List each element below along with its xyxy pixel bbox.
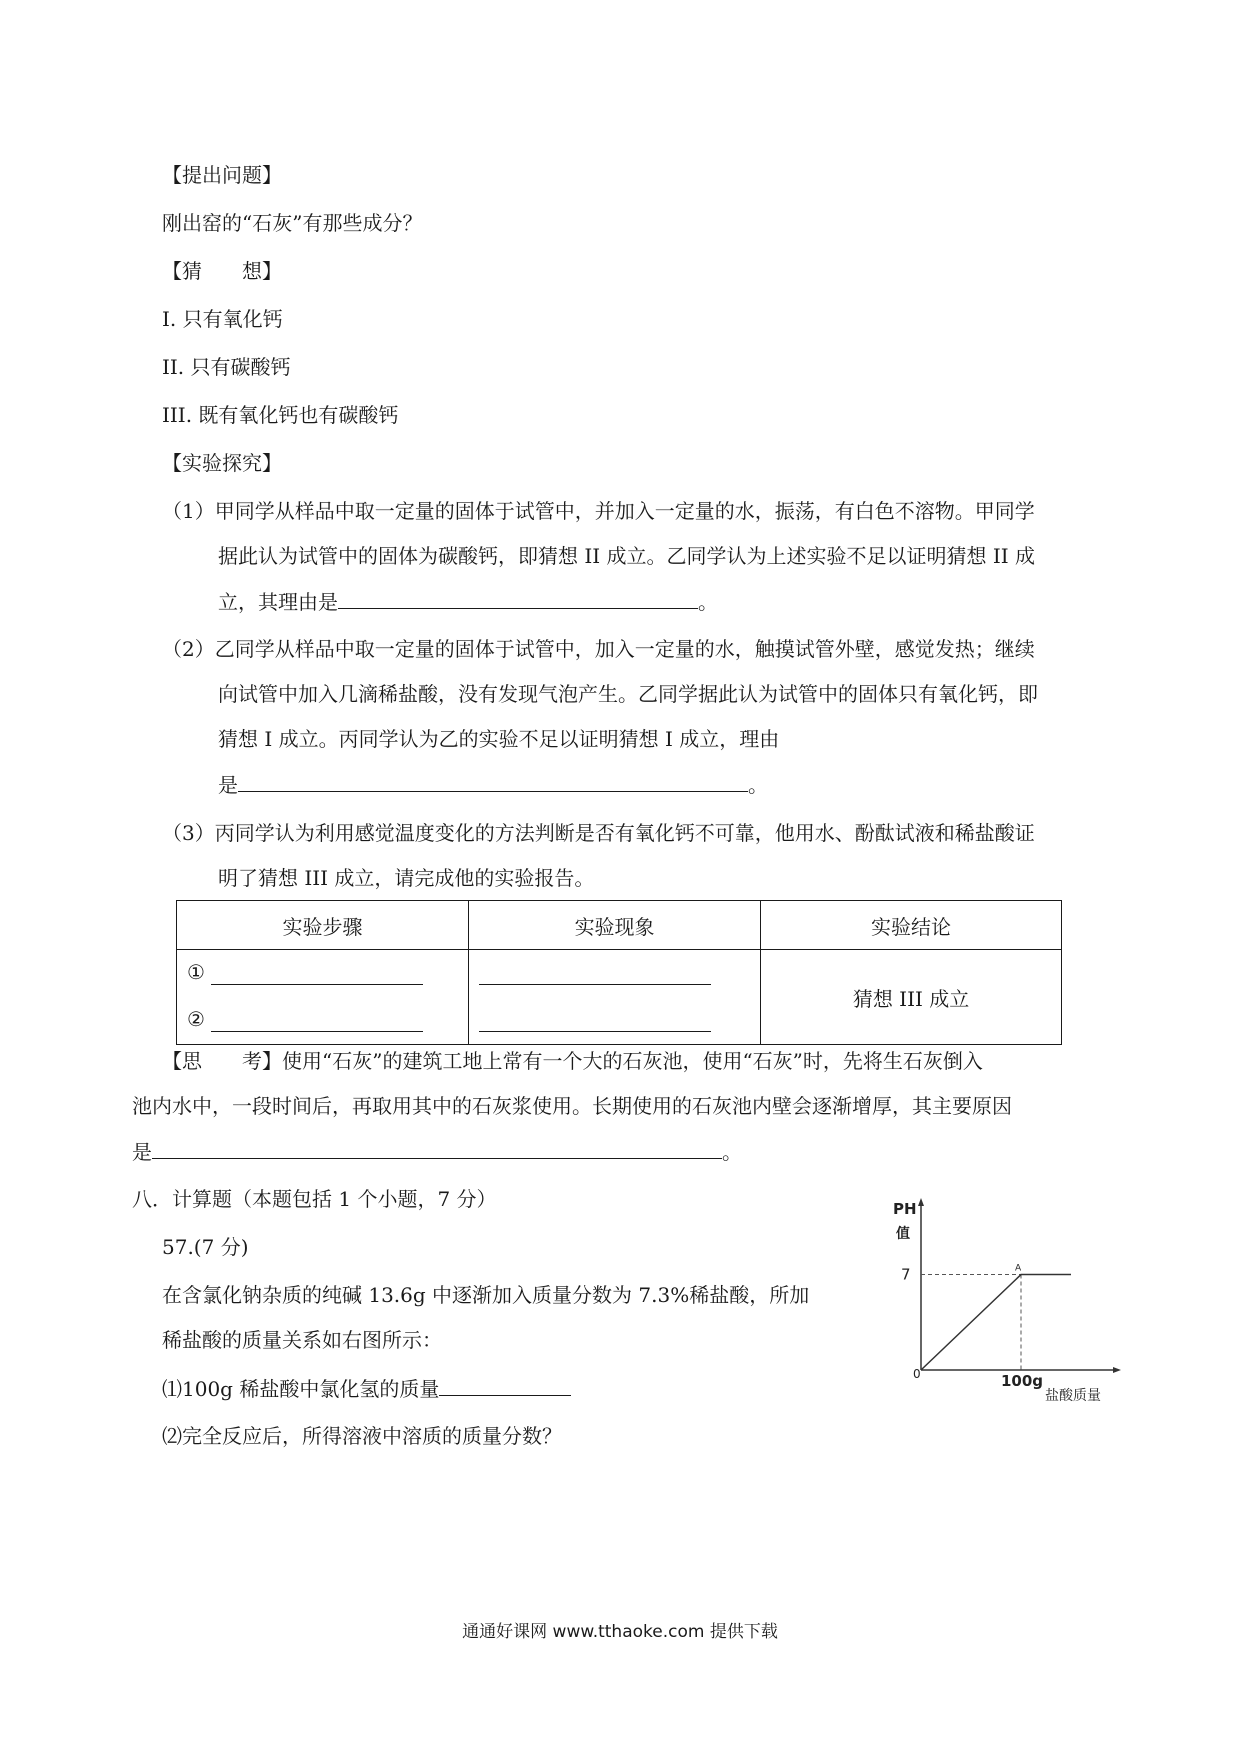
paragraph-3-line-2: 明了猜想 III 成立，请完成他的实验报告。 — [218, 866, 595, 890]
phenomenon-row-2 — [469, 997, 760, 1044]
period-1: 。 — [698, 590, 718, 614]
paragraph-2-line-4 — [218, 771, 768, 798]
answer-blank-2[interactable] — [238, 771, 748, 792]
section-guess-heading: 【猜 想】 — [162, 259, 282, 283]
x-axis-arrow — [1113, 1367, 1121, 1373]
step-marker-1: ① — [187, 960, 205, 984]
table-row — [177, 950, 1062, 1045]
footer-text: 通通好课网 www.tthaoke.com 提供下载 — [462, 1622, 778, 1642]
answer-blank-3[interactable] — [152, 1138, 722, 1159]
section-question-heading: 【提出问题】 — [162, 163, 282, 187]
phenomena-cell — [469, 950, 761, 1045]
question-57-sub-2: ⑵完全反应后，所得溶液中溶质的质量分数？ — [162, 1424, 562, 1448]
guess-3: III. 既有氧化钙也有碳酸钙 — [162, 403, 399, 427]
conclusion-cell: 猜想 III 成立 — [761, 950, 1062, 1045]
series-line — [921, 1275, 1071, 1370]
x-axis-label: 盐酸质量 — [1045, 1388, 1101, 1404]
period-2: 。 — [748, 773, 768, 797]
guess-2: II. 只有碳酸钙 — [162, 355, 291, 379]
paragraph-3-line-1: （3）丙同学认为利用感觉温度变化的方法判断是否有氧化钙不可靠，他用水、酚酞试液和稀盐酸证 — [162, 821, 1035, 845]
paragraph-2-line-3: 猜想 I 成立。丙同学认为乙的实验不足以证明猜想 I 成立，理由 — [218, 727, 780, 751]
paragraph-2-line-1: （2）乙同学从样品中取一定量的固体于试管中，加入一定量的水，触摸试管外壁，感觉发热；继续 — [162, 637, 1035, 661]
x-tick-label: 100g — [1001, 1372, 1044, 1390]
section-8-heading: 八．计算题（本题包括 1 个小题，7 分） — [132, 1187, 497, 1211]
step-row-1 — [177, 950, 468, 997]
y-axis-arrow — [918, 1198, 924, 1206]
y-tick-label: 7 — [901, 1265, 911, 1284]
question-57-line-1: 在含氯化钠杂质的纯碱 13.6g 中逐渐加入质量分数为 7.3%稀盐酸，所加 — [162, 1283, 810, 1307]
header-steps: 实验步骤 — [177, 901, 469, 950]
table-header-row — [177, 901, 1062, 950]
step-marker-2: ② — [187, 1007, 205, 1031]
question-57-number: 57.(7 分) — [162, 1235, 249, 1259]
question-57-sub-1-text: ⑴100g 稀盐酸中氯化氢的质量 — [162, 1377, 440, 1401]
header-conclusion: 实验结论 — [761, 901, 1062, 950]
point-a-label: A — [1015, 1263, 1022, 1274]
paragraph-1-line-2: 据此认为试管中的固体为碳酸钙，即猜想 II 成立。乙同学认为上述实验不足以证明猜想 II 成 — [218, 544, 1036, 568]
think-line-3-text: 是 — [132, 1140, 152, 1164]
step-blank-1[interactable] — [211, 984, 423, 985]
think-line-3 — [132, 1138, 742, 1165]
question-57-sub-1 — [162, 1375, 571, 1402]
steps-cell — [177, 950, 469, 1045]
step-blank-2[interactable] — [211, 1031, 423, 1032]
question-text: 刚出窑的“石灰”有那些成分？ — [162, 211, 423, 235]
experiment-report-table — [176, 900, 1062, 1045]
origin-label: 0 — [913, 1367, 921, 1381]
phenomenon-blank-1[interactable] — [479, 984, 711, 985]
paragraph-2-line-2: 向试管中加入几滴稀盐酸，没有发现气泡产生。乙同学据此认为试管中的固体只有氧化钙，即 — [218, 682, 1038, 706]
guess-1: I. 只有氧化钙 — [162, 307, 283, 331]
period-3: 。 — [722, 1140, 742, 1164]
think-line-2: 池内水中，一段时间后，再取用其中的石灰浆使用。长期使用的石灰池内壁会逐渐增厚，其主要原因 — [132, 1094, 1012, 1118]
phenomenon-blank-2[interactable] — [479, 1031, 711, 1032]
step-row-2 — [177, 997, 468, 1044]
answer-blank-4[interactable] — [439, 1375, 571, 1396]
section-explore-heading: 【实验探究】 — [162, 451, 282, 475]
question-57-line-2: 稀盐酸的质量关系如右图所示： — [162, 1328, 442, 1352]
y-axis-label-2: 值 — [896, 1226, 910, 1242]
header-phenomena: 实验现象 — [469, 901, 761, 950]
ph-chart — [886, 1195, 1126, 1445]
paragraph-2-line-4-text: 是 — [218, 773, 238, 797]
phenomenon-row-1 — [469, 950, 760, 997]
paragraph-1-line-1: （1）甲同学从样品中取一定量的固体于试管中，并加入一定量的水，振荡，有白色不溶物。甲同学 — [162, 499, 1035, 523]
paragraph-1-line-3 — [218, 588, 718, 615]
think-line-1: 【思 考】使用“石灰”的建筑工地上常有一个大的石灰池，使用“石灰”时，先将生石灰倒入 — [162, 1049, 983, 1073]
chart-plot — [893, 1198, 1121, 1404]
answer-blank-1[interactable] — [338, 588, 698, 609]
y-axis-label-1: PH — [893, 1200, 917, 1218]
paragraph-1-line-3-text: 立，其理由是 — [218, 590, 338, 614]
